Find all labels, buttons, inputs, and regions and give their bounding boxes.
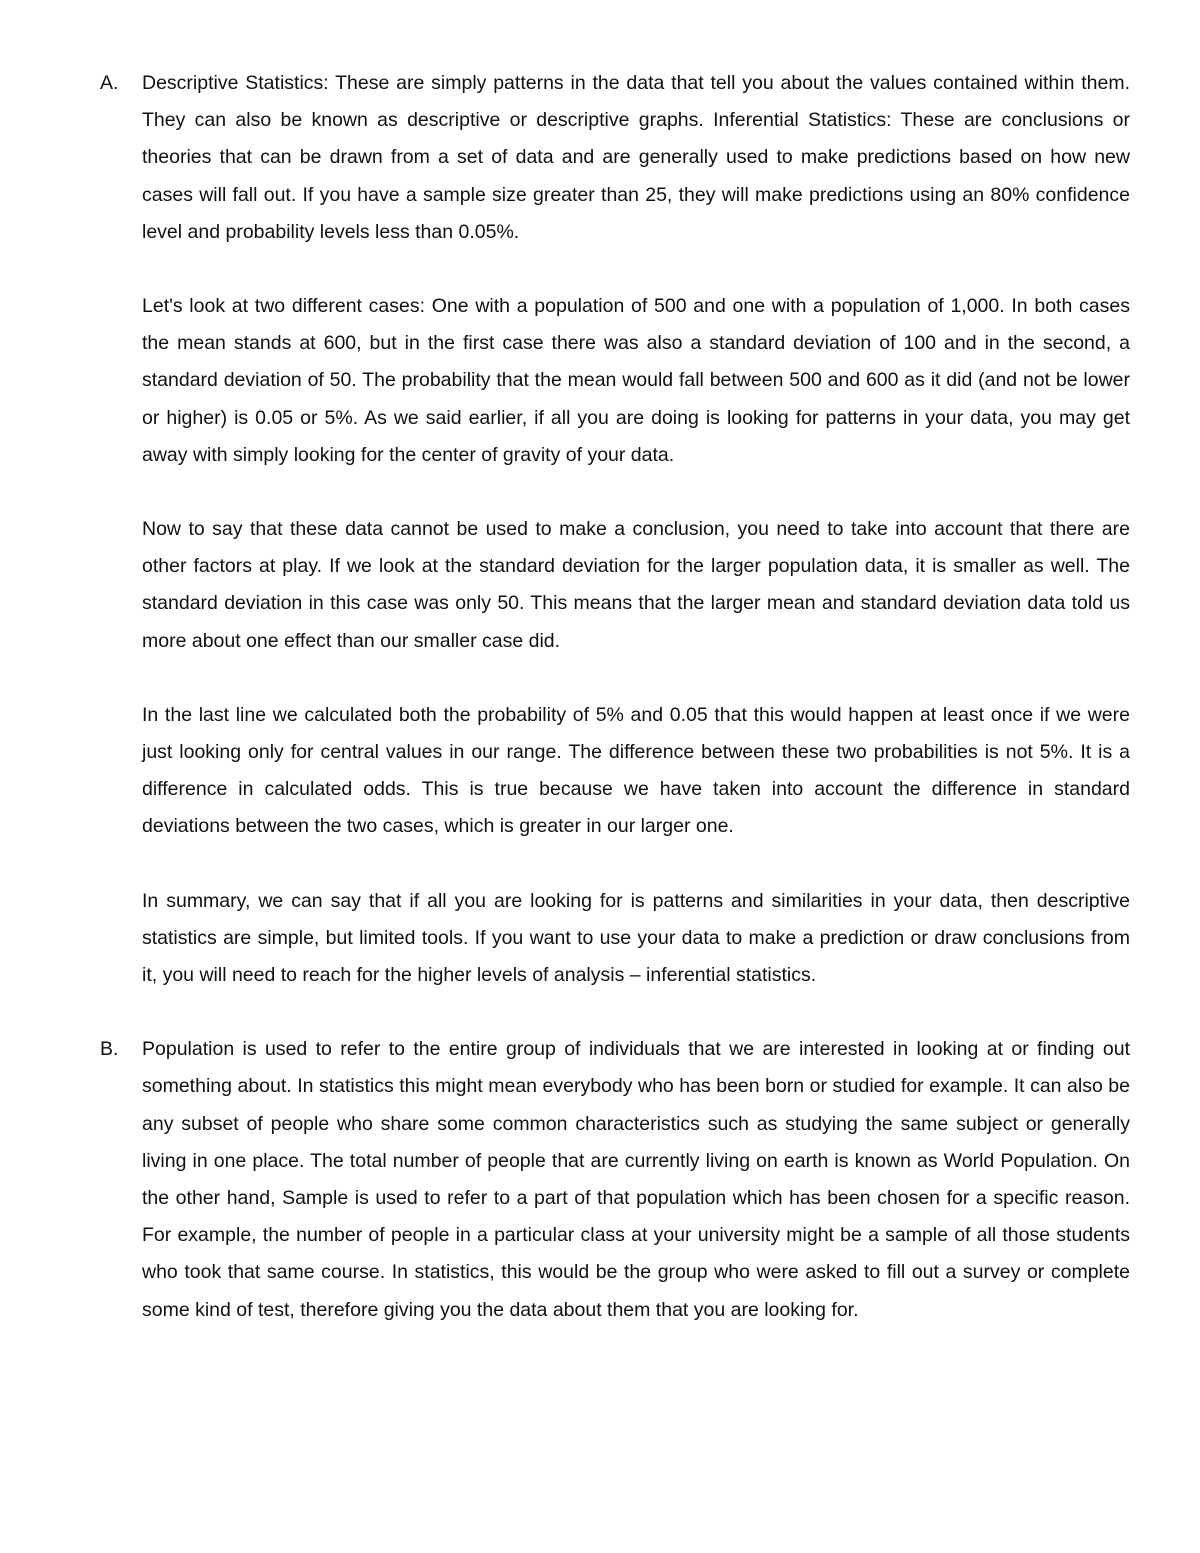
section-b xyxy=(100,1031,1130,1329)
section-a-body xyxy=(142,65,1130,994)
section-a-paragraph-4: In the last line we calculated both the probability of 5% and 0.05 that this would happen at least once if we were just looking only for central values in our range. The difference between these two probabilities is not 5%. It is a difference in calculated odds. This is true because we have taken into account the difference in standard deviations between the two cases, which is greater in our larger one. xyxy=(142,703,1130,838)
section-a-paragraph-3: Now to say that these data cannot be used to make a conclusion, you need to take into account that there are other factors at play. If we look at the standard deviation for the larger population data, it is smaller as well. The standard deviation in this case was only 50. This means that the larger mean and standard deviation data told us more about one effect than our smaller case did. xyxy=(142,518,1130,652)
section-b-body xyxy=(142,1031,1130,1329)
section-a-paragraph-5: In summary, we can say that if all you are looking for is patterns and similarities in your data, then descriptive statistics are simple, but limited tools. If you want to use your data to make a prediction or draw conclusions from it, you will need to reach for the higher levels of analysis – inferential statistics. xyxy=(142,889,1130,987)
section-a-marker: A. xyxy=(100,72,119,94)
section-b-paragraph-1: Population is used to refer to the entire group of individuals that we are interested in looking at or finding out something about. In statistics this might mean everybody who has been born or studied for example. It can also be any subset of people who share some common characteristics such as studying the same subject or generally living in one place. The total number of people that are currently living on earth is known as World Population. On the other hand, Sample is used to refer to a part of that population which has been chosen for a specific reason. For example, the number of people in a particular class at your university might be a sample of all those students who took that same course. In statistics, this would be the group who were asked to fill out a survey or complete some kind of test, therefore giving you the data about them that you are looking for. xyxy=(142,1038,1130,1321)
section-a xyxy=(100,65,1130,994)
section-a-paragraph-1: Descriptive Statistics: These are simply patterns in the data that tell you about the values contained within them. They can also be known as descriptive or descriptive graphs. Inferential Statistics: These are conclusions or theories that can be drawn from a set of data and are generally used to make predictions based on how new cases will fall out. If you have a sample size greater than 25, they will make predictions using an 80% confidence level and probability levels less than 0.05%. xyxy=(142,72,1130,243)
section-b-marker: B. xyxy=(100,1038,119,1061)
section-a-paragraph-2: Let's look at two different cases: One with a population of 500 and one with a population of 1,000. In both cases the mean stands at 600, but in the first case there was also a standard deviation of 100 and in the second, a standard deviation of 50. The probability that the mean would fall between 500 and 600 as it did (and not be lower or higher) is 0.05 or 5%. As we said earlier, if all you are doing is looking for patterns in your data, you may get away with simply looking for the center of gravity of your data. xyxy=(142,295,1130,466)
